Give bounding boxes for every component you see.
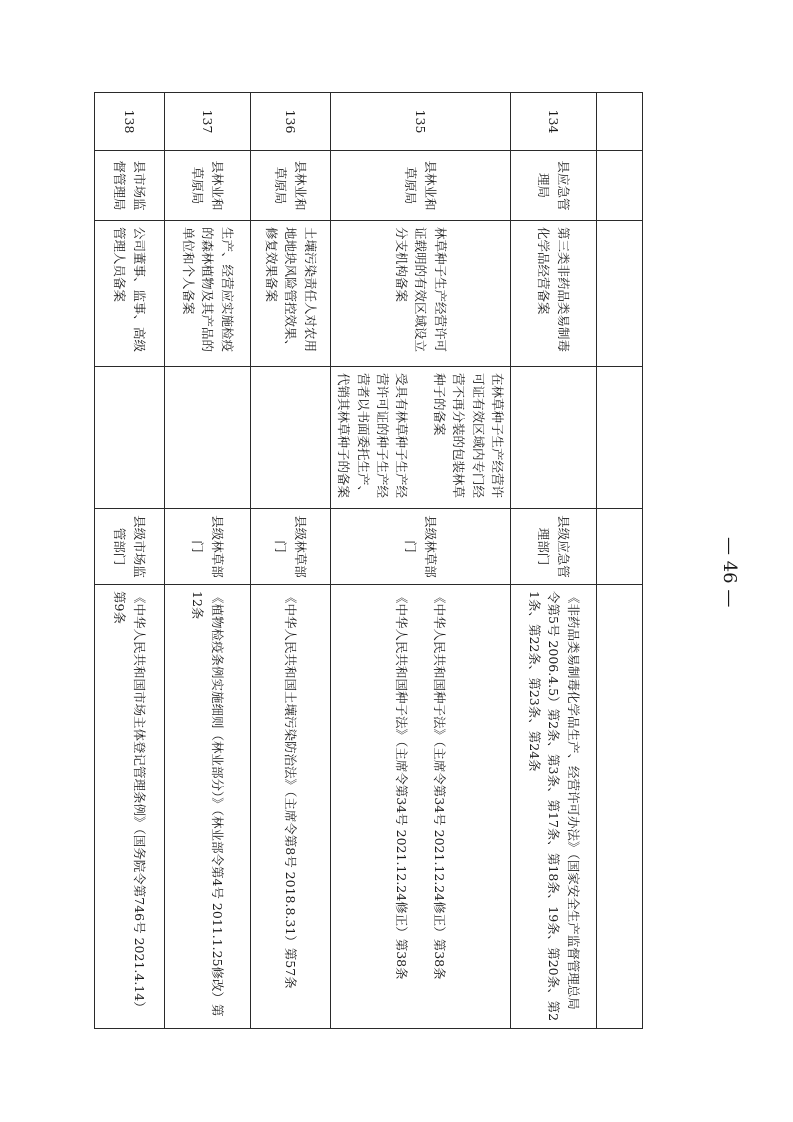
responsible-department-cell: 县级林草部门 bbox=[251, 509, 331, 585]
sub-item-cell bbox=[511, 367, 597, 509]
table-row bbox=[511, 93, 597, 1029]
implementing-authority-cell: 县林业和草原局 bbox=[165, 151, 251, 221]
filing-item-cell: 林草种子生产经营许可证载明的有效区域设立分支机构备案 bbox=[331, 221, 511, 367]
sub-item-cell bbox=[165, 367, 251, 509]
row-number-cell: 136 bbox=[251, 93, 331, 151]
filing-item-cell bbox=[597, 221, 643, 367]
implementing-authority-cell: 县应急管理局 bbox=[511, 151, 597, 221]
filing-item-cell: 土壤污染责任人对农用地地块风险管控效果、修复效果备案 bbox=[251, 221, 331, 367]
page-number bbox=[708, 515, 748, 615]
rotated-table-container bbox=[112, 92, 643, 1028]
cell-paragraph: 《中华人民共和国种子法》（主席令第34号 2021.12.24修正）第38条 bbox=[394, 591, 410, 980]
sub-item-cell bbox=[331, 367, 511, 509]
implementing-authority-cell bbox=[597, 151, 643, 221]
responsible-department-cell: 县级林草部门 bbox=[331, 509, 511, 585]
legal-basis-cell: 《中华人民共和国市场主体登记管理条例》（国务院令第746号 2021.4.14）第9条 bbox=[95, 585, 165, 1029]
implementing-authority-cell: 县林业和草原局 bbox=[331, 151, 511, 221]
filing-item-cell: 生产、经营应实施检疫的森林植物及其产品的单位和个人备案 bbox=[165, 221, 251, 367]
filing-items-table bbox=[94, 92, 643, 1029]
table-row bbox=[331, 93, 511, 1029]
row-number-cell: 135 bbox=[331, 93, 511, 151]
table-row bbox=[95, 93, 165, 1029]
responsible-department-cell: 县级市场监管部门 bbox=[95, 509, 165, 585]
cell-paragraph: 在林草种子生产经营许可证有效区域内专门经营不再分装的包装林草种子的备案 bbox=[431, 373, 505, 499]
legal-basis-cell: 《中华人民共和国土壤污染防治法》（主席令第8号 2018.8.31）第57条 bbox=[251, 585, 331, 1029]
responsible-department-cell: 县级林草部门 bbox=[165, 509, 251, 585]
legal-basis-cell bbox=[331, 585, 511, 1029]
legal-basis-cell bbox=[597, 585, 643, 1029]
legal-basis-cell: 《植物检疫条例实施细则（林业部分）》（林业部令第4号 2011.1.25修改）第12条 bbox=[165, 585, 251, 1029]
filing-item-cell: 公司董事、监事、高级管理人员备案 bbox=[95, 221, 165, 367]
sub-item-cell bbox=[251, 367, 331, 509]
responsible-department-cell bbox=[597, 509, 643, 585]
table-row bbox=[251, 93, 331, 1029]
table-row bbox=[165, 93, 251, 1029]
row-number-cell: 134 bbox=[511, 93, 597, 151]
cell-paragraph: 《中华人民共和国种子法》（主席令第34号 2021.12.24修正）第38条 bbox=[431, 591, 447, 980]
row-number-cell: 137 bbox=[165, 93, 251, 151]
legal-basis-cell: 《非药品类易制毒化学品生产、经营许可办法》（国家安全生产监督管理总局令第5号 2006.4.5）第2条、第3条、第17条、第18条、19条、第20条、第21条、第22条、第23条、第24条 bbox=[511, 585, 597, 1029]
filing-item-cell: 第三类非药品类易制毒化学品经营备案 bbox=[511, 221, 597, 367]
cell-paragraph: 受具有林草种子生产经营许可证的种子生产经营者以书面委托生产、代销其林草种子的备案 bbox=[336, 373, 410, 499]
page-number-text: — 46 — bbox=[719, 537, 740, 608]
responsible-department-cell: 县级应急管理部门 bbox=[511, 509, 597, 585]
sub-item-cell bbox=[95, 367, 165, 509]
sub-item-cell bbox=[597, 367, 643, 509]
table-row bbox=[597, 93, 643, 1029]
implementing-authority-cell: 县林业和草原局 bbox=[251, 151, 331, 221]
row-number-cell bbox=[597, 93, 643, 151]
implementing-authority-cell: 县市场监督管理局 bbox=[95, 151, 165, 221]
row-number-cell: 138 bbox=[95, 93, 165, 151]
